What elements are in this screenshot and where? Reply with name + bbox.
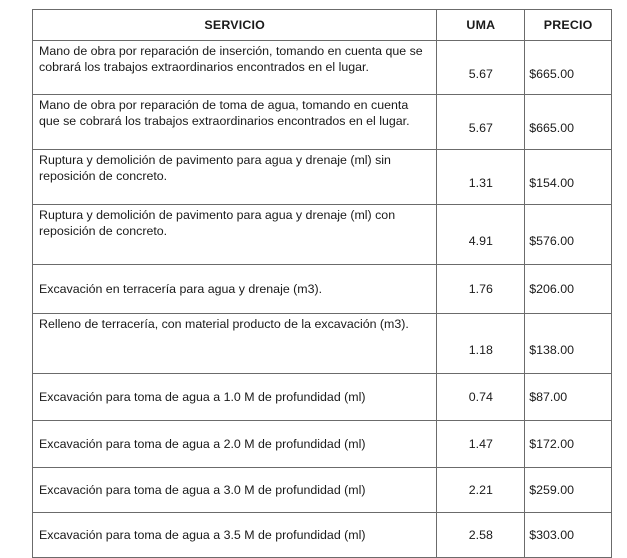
table-row — [33, 95, 612, 150]
uma-cell: 2.21 — [437, 468, 525, 513]
table-row — [33, 41, 612, 95]
table-header-row — [33, 10, 612, 41]
precio-cell: $665.00 — [525, 95, 612, 150]
header-precio: PRECIO — [525, 10, 612, 41]
header-uma: UMA — [437, 10, 525, 41]
servicio-cell: Mano de obra por reparación de toma de agua, tomando en cuenta que se cobrará los trabajos extraordinarios encontrados en el lugar. — [33, 95, 437, 150]
precio-cell: $665.00 — [525, 41, 612, 95]
table-row — [33, 513, 612, 558]
table-row — [33, 421, 612, 468]
table-row — [33, 150, 612, 205]
precio-cell: $138.00 — [525, 314, 612, 374]
precio-cell: $259.00 — [525, 468, 612, 513]
uma-cell: 5.67 — [437, 41, 525, 95]
precio-cell: $87.00 — [525, 374, 612, 421]
precio-cell: $154.00 — [525, 150, 612, 205]
table-row — [33, 468, 612, 513]
servicio-cell: Excavación para toma de agua a 3.5 M de profundidad (ml) — [33, 513, 437, 558]
uma-cell: 1.47 — [437, 421, 525, 468]
servicio-cell: Relleno de terracería, con material producto de la excavación (m3). — [33, 314, 437, 374]
uma-cell: 1.18 — [437, 314, 525, 374]
servicio-cell: Ruptura y demolición de pavimento para agua y drenaje (ml) sin reposición de concreto. — [33, 150, 437, 205]
table-row — [33, 265, 612, 314]
uma-cell: 4.91 — [437, 205, 525, 265]
uma-cell: 0.74 — [437, 374, 525, 421]
header-servicio: SERVICIO — [33, 10, 437, 41]
precio-cell: $172.00 — [525, 421, 612, 468]
uma-cell: 5.67 — [437, 95, 525, 150]
servicio-cell: Excavación para toma de agua a 1.0 M de profundidad (ml) — [33, 374, 437, 421]
uma-cell: 1.76 — [437, 265, 525, 314]
servicio-cell: Excavación para toma de agua a 3.0 M de profundidad (ml) — [33, 468, 437, 513]
services-price-table — [32, 9, 612, 558]
servicio-cell: Excavación para toma de agua a 2.0 M de profundidad (ml) — [33, 421, 437, 468]
servicio-cell: Excavación en terracería para agua y drenaje (m3). — [33, 265, 437, 314]
table-row — [33, 314, 612, 374]
uma-cell: 1.31 — [437, 150, 525, 205]
precio-cell: $576.00 — [525, 205, 612, 265]
uma-cell: 2.58 — [437, 513, 525, 558]
precio-cell: $303.00 — [525, 513, 612, 558]
precio-cell: $206.00 — [525, 265, 612, 314]
table-row — [33, 374, 612, 421]
table-row — [33, 205, 612, 265]
servicio-cell: Ruptura y demolición de pavimento para agua y drenaje (ml) con reposición de concreto. — [33, 205, 437, 265]
servicio-cell: Mano de obra por reparación de inserción, tomando en cuenta que se cobrará los trabajos extraordinarios encontrados en el lugar. — [33, 41, 437, 95]
